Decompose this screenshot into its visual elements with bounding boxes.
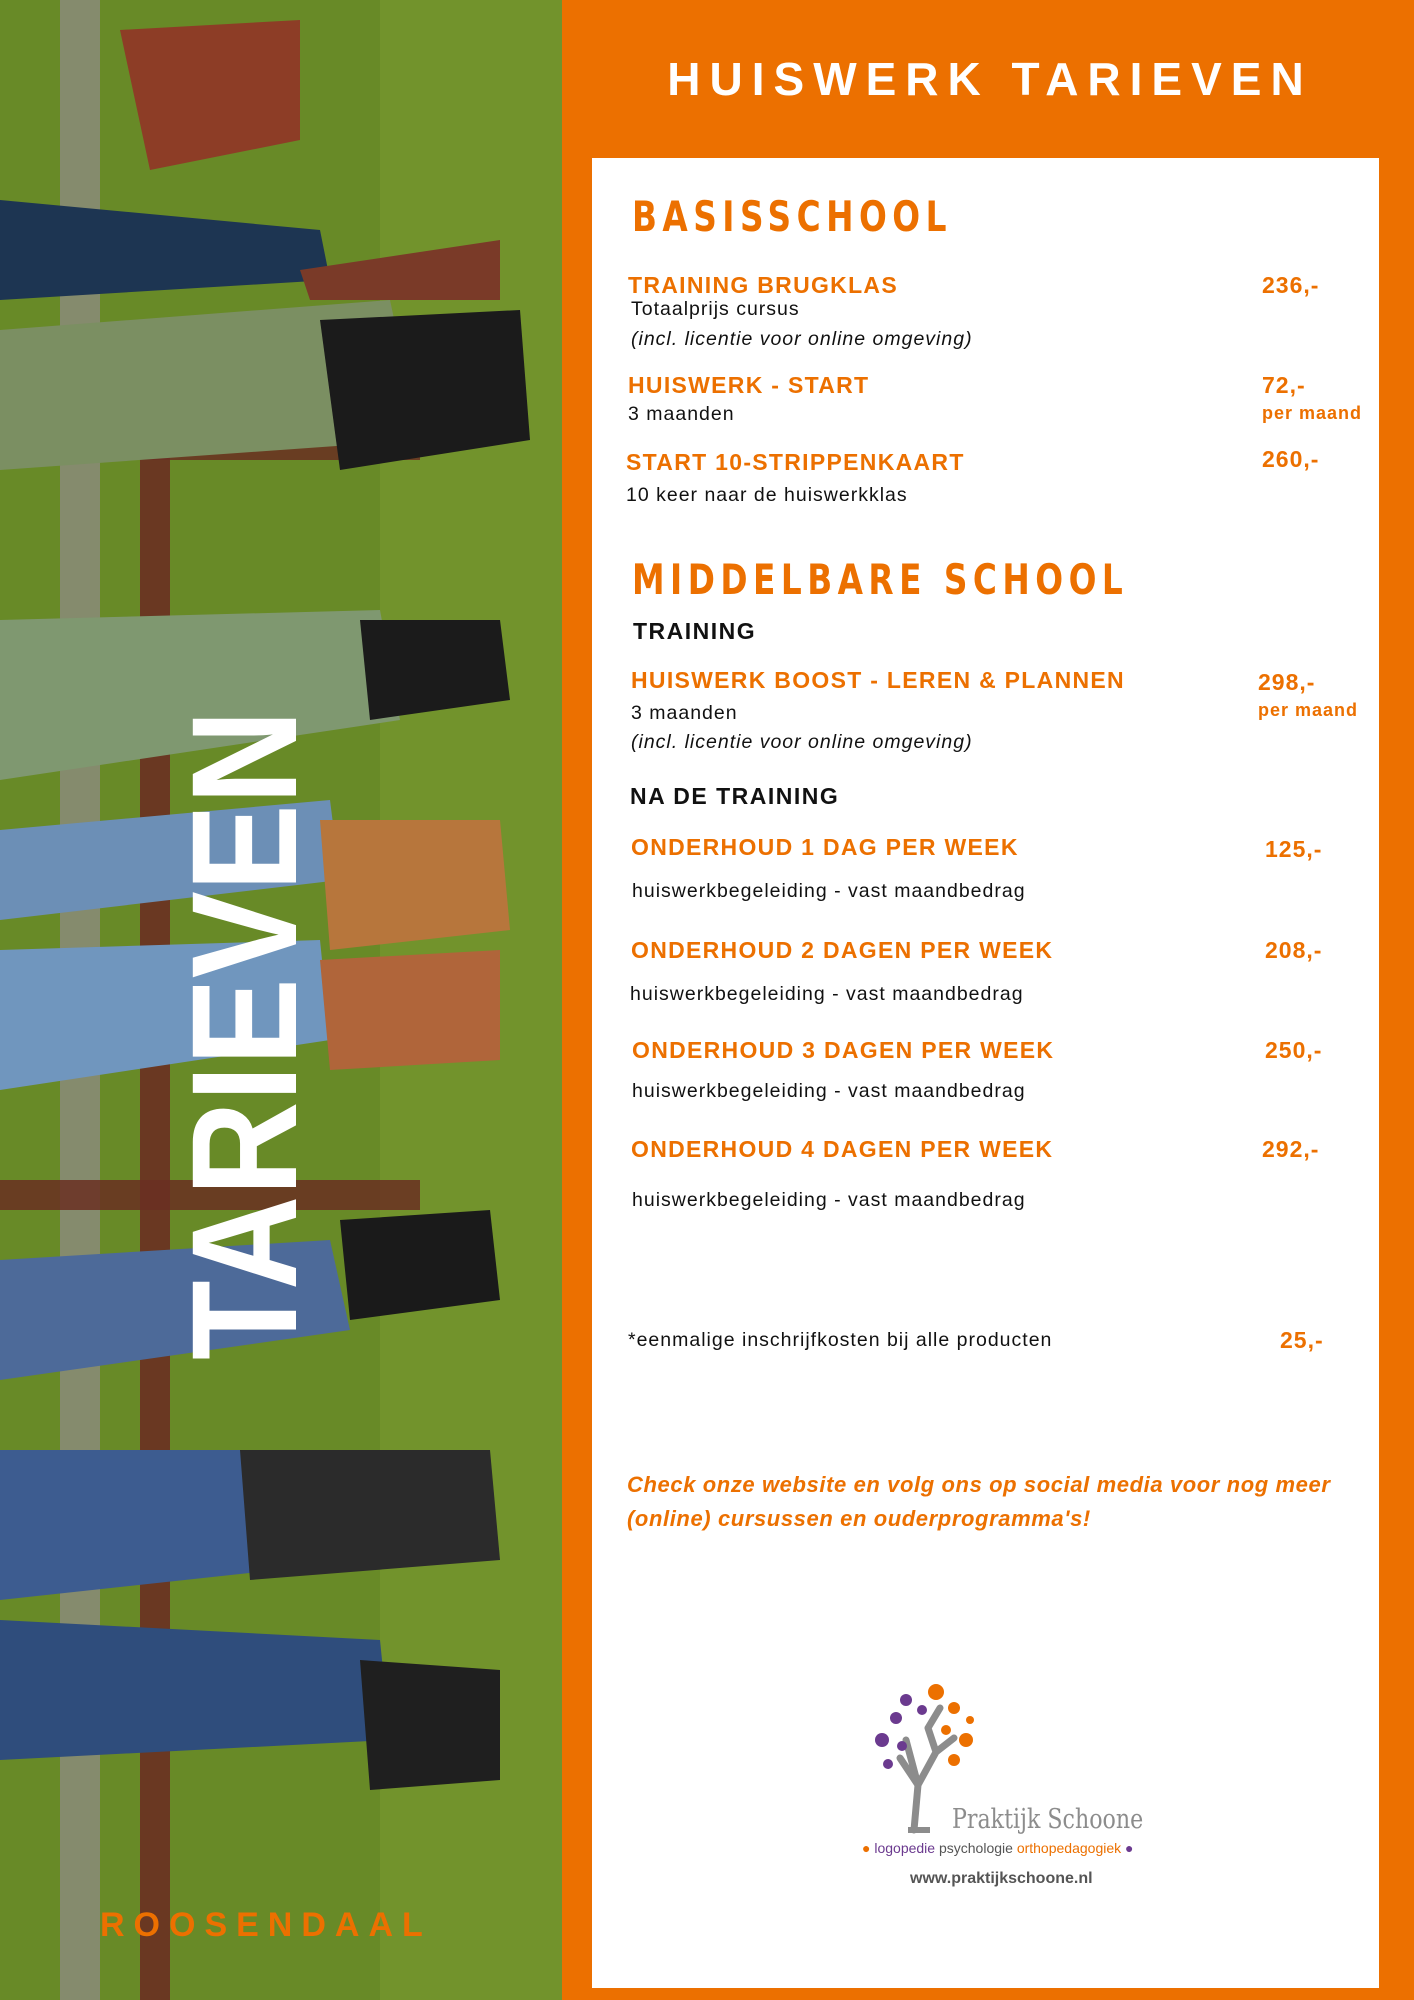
item-huiswerk-start: HUISWERK - START — [628, 372, 870, 398]
item-strippenkaart: START 10-STRIPPENKAART — [626, 449, 965, 475]
item-training-brugklas: TRAINING BRUGKLAS — [628, 272, 898, 298]
desc-onderhoud-2: huiswerkbegeleiding - vast maandbedrag — [630, 983, 1024, 1005]
unit-huiswerk-start: per maand — [1262, 403, 1363, 423]
price-onderhoud-1: 125,- — [1265, 836, 1323, 862]
item-onderhoud-3: ONDERHOUD 3 DAGEN PER WEEK — [632, 1037, 1055, 1063]
registration-fee-label: *eenmalige inschrijfkosten bij alle producten — [628, 1329, 1053, 1351]
website-url: www.praktijkschoone.nl — [910, 1870, 1093, 1887]
tag-dot-icon: ● — [862, 1840, 871, 1856]
item-onderhoud-2: ONDERHOUD 2 DAGEN PER WEEK — [631, 937, 1054, 963]
desc-onderhoud-3: huiswerkbegeleiding - vast maandbedrag — [632, 1080, 1026, 1102]
price-onderhoud-4: 292,- — [1262, 1136, 1320, 1162]
section-middelbare-title: MIDDELBARE SCHOOL — [632, 555, 1129, 604]
logo-tagline — [862, 1840, 1133, 1856]
subsection-training: TRAINING — [633, 618, 757, 644]
tag-dot-icon: ● — [1125, 1840, 1134, 1856]
price-strippenkaart: 260,- — [1262, 446, 1320, 472]
item-onderhoud-4: ONDERHOUD 4 DAGEN PER WEEK — [631, 1136, 1054, 1162]
price-onderhoud-2: 208,- — [1265, 937, 1323, 963]
desc-training-brugklas: Totaalprijs cursus — [631, 298, 800, 320]
item-huiswerk-boost: HUISWERK BOOST - LEREN & PLANNEN — [631, 667, 1125, 693]
location-label: ROOSENDAAL — [100, 1906, 432, 1944]
vertical-title — [0, 0, 562, 2000]
section-basisschool-title: BASISSCHOOL — [632, 192, 952, 241]
website-note: Check onze website en volg ons op social media voor nog meer (online) cursussen en ouderprogramma's! — [627, 1472, 1331, 1531]
desc-training-brugklas-licence: (incl. licentie voor online omgeving) — [631, 328, 973, 350]
price-onderhoud-3: 250,- — [1265, 1037, 1323, 1063]
hero-photo — [0, 0, 562, 2000]
desc-onderhoud-1: huiswerkbegeleiding - vast maandbedrag — [632, 880, 1026, 902]
tag-orthopedagogiek: orthopedagogiek — [1016, 1840, 1122, 1856]
unit-huiswerk-boost: per maand — [1258, 700, 1359, 720]
desc-huiswerk-boost: 3 maanden — [631, 702, 738, 724]
desc-onderhoud-4: huiswerkbegeleiding - vast maandbedrag — [632, 1189, 1026, 1211]
desc-strippenkaart: 10 keer naar de huiswerkklas — [626, 484, 908, 506]
tag-logopedie: logopedie — [874, 1840, 936, 1856]
desc-huiswerk-boost-licence: (incl. licentie voor online omgeving) — [631, 731, 973, 753]
price-huiswerk-start: 72,- — [1262, 372, 1306, 398]
price-training-brugklas: 236,- — [1262, 272, 1320, 298]
registration-fee-price: 25,- — [1280, 1327, 1324, 1353]
subsection-na-de-training: NA DE TRAINING — [630, 783, 840, 809]
price-huiswerk-boost: 298,- — [1258, 669, 1316, 695]
vertical-title-text: TARIEVEN — [160, 612, 328, 1360]
item-onderhoud-1: ONDERHOUD 1 DAG PER WEEK — [631, 834, 1019, 860]
logo-name: Praktijk Schoone — [952, 1804, 1144, 1835]
tag-psychologie: psychologie — [938, 1840, 1013, 1856]
page-title: HUISWERK TARIEVEN — [667, 53, 1313, 105]
desc-huiswerk-start: 3 maanden — [628, 403, 735, 425]
panel-divider — [562, 0, 566, 2000]
